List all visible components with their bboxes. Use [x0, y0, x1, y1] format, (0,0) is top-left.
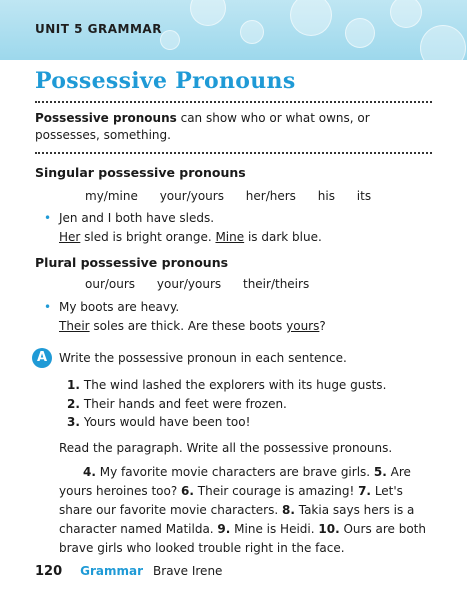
sentence: Let's share our favorite movie characters.	[59, 484, 403, 517]
example-text: is dark blue.	[244, 230, 322, 244]
plural-heading: Plural possessive pronouns	[35, 255, 229, 270]
bubble-decoration	[160, 30, 180, 50]
example-text: sled is bright orange.	[80, 230, 216, 244]
item-number: 6.	[181, 484, 194, 498]
item-number: 9.	[217, 522, 231, 536]
item-number: 4.	[83, 465, 96, 479]
example-text: soles are thick. Are these boots	[89, 319, 287, 333]
bullet-icon: •	[44, 300, 52, 314]
plural-example	[59, 298, 326, 336]
pronoun: your/yours	[159, 189, 224, 203]
underlined-pronoun: Her	[59, 230, 81, 244]
pronoun: my/mine	[85, 189, 138, 203]
pronoun: her/hers	[245, 189, 296, 203]
item-text: Their hands and feet were frozen.	[83, 397, 287, 411]
bullet-icon: •	[44, 211, 52, 225]
singular-heading: Singular possessive pronouns	[35, 165, 246, 180]
header-banner	[0, 0, 467, 60]
example-line: My boots are heavy.	[59, 300, 180, 314]
underlined-pronoun: yours	[286, 319, 320, 333]
pronoun: your/yours	[156, 277, 222, 291]
pronoun: his	[317, 189, 335, 203]
intro-rest: can show who or what owns, or possesses, something.	[35, 111, 370, 142]
item-number: 7.	[358, 484, 371, 498]
intro-text	[35, 110, 430, 144]
bubble-decoration	[240, 20, 264, 44]
sentence: Are yours heroines too?	[59, 465, 411, 498]
item-number: 2.	[67, 397, 80, 411]
item-number: 1.	[67, 378, 80, 392]
sentence: My favorite movie characters are brave girls.	[95, 465, 374, 479]
item-number: 8.	[281, 503, 295, 517]
pronoun: its	[356, 189, 372, 203]
sentence: Their courage is amazing!	[193, 484, 359, 498]
item-text: Yours would have been too!	[83, 415, 251, 429]
bubble-decoration	[390, 0, 422, 28]
singular-example	[59, 209, 322, 247]
divider	[35, 152, 432, 154]
paragraph-instruction: Read the paragraph. Write all the possessive pronouns.	[59, 441, 393, 455]
divider	[35, 101, 432, 103]
exercise-item	[67, 415, 250, 429]
exercise-a-badge: A	[32, 348, 52, 368]
bubble-decoration	[190, 0, 226, 26]
exercise-paragraph	[59, 463, 431, 558]
sentence: Ours are both brave girls who looked trouble right in the face.	[59, 522, 426, 555]
item-number: 5.	[373, 465, 387, 479]
page-footer	[35, 564, 222, 579]
item-number: 3.	[67, 415, 80, 429]
item-number: 10.	[318, 522, 340, 536]
item-text: The wind lashed the explorers with its huge gusts.	[83, 378, 387, 392]
example-line: Jen and I both have sleds.	[59, 211, 215, 225]
underlined-pronoun: Mine	[215, 230, 245, 244]
page-number: 120	[35, 564, 63, 579]
exercise-item	[67, 397, 287, 411]
unit-title: UNIT 5 GRAMMAR	[35, 22, 162, 36]
bubble-decoration	[290, 0, 332, 36]
plural-pronoun-list	[85, 277, 327, 291]
example-line	[59, 317, 326, 336]
pronoun: our/ours	[85, 277, 136, 291]
sentence: Takia says hers is a character named Matilda.	[59, 503, 415, 536]
pronoun: their/theirs	[242, 277, 310, 291]
bubble-decoration	[420, 25, 466, 60]
singular-pronoun-list	[85, 189, 389, 203]
section-label: Grammar	[80, 564, 144, 578]
page-title: Possessive Pronouns	[35, 68, 296, 94]
underlined-pronoun: Their	[59, 319, 90, 333]
example-text: ?	[319, 319, 326, 333]
intro-term: Possessive pronouns	[35, 111, 177, 125]
sentence: Mine is Heidi.	[230, 522, 319, 536]
bubble-decoration	[345, 18, 375, 48]
example-line	[59, 228, 322, 247]
exercise-item	[67, 378, 386, 392]
exercise-instruction: Write the possessive pronoun in each sentence.	[59, 351, 347, 365]
book-title: Brave Irene	[153, 564, 223, 578]
